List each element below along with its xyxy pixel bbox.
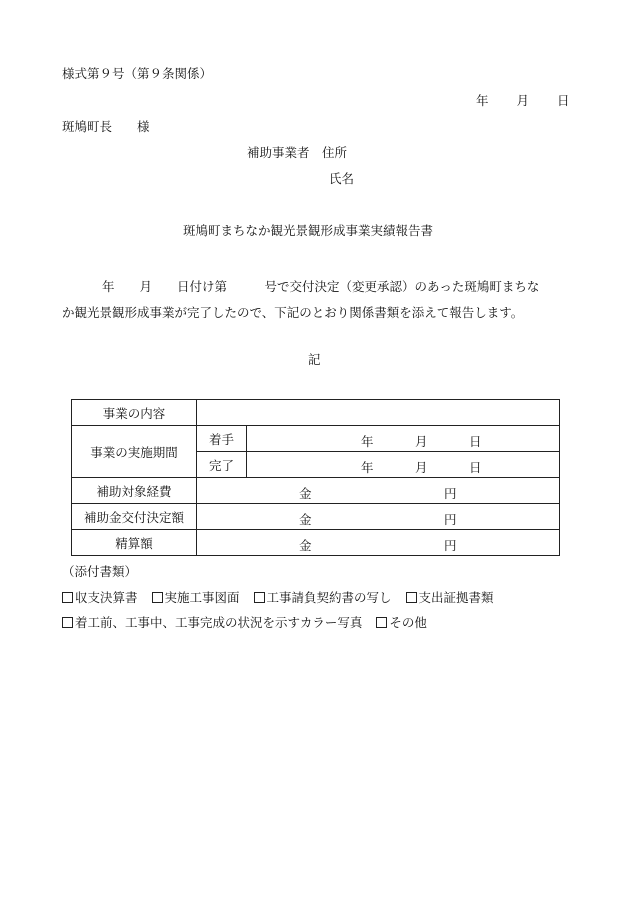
end-year: 年 <box>361 460 374 475</box>
grant-decision-value <box>197 504 560 530</box>
date-day: 日 <box>557 93 570 108</box>
body-line-2: か観光景観形成事業が完了したので、下記のとおり関係書類を添えて報告します。 <box>62 305 524 320</box>
settlement-value <box>197 530 560 556</box>
attachment-label: 着工前、工事中、工事完成の状況を示すカラー写真 <box>75 615 363 630</box>
row-content <box>72 400 560 426</box>
attachment-item[interactable] <box>62 617 362 630</box>
settlement-label: 精算額 <box>72 530 197 556</box>
end-month: 月 <box>415 460 428 475</box>
grant-decision-label: 補助金交付決定額 <box>72 504 197 530</box>
report-body <box>62 274 572 326</box>
checkbox-icon[interactable] <box>62 592 73 603</box>
date-month: 月 <box>516 93 530 108</box>
end-day: 日 <box>469 460 482 475</box>
row-grant-decision <box>72 504 560 530</box>
attachments-line-2 <box>62 617 437 630</box>
attachment-item[interactable] <box>406 592 494 605</box>
attachment-label: 工事請負契約書の写し <box>266 590 392 605</box>
eligible-cost-value <box>197 478 560 504</box>
report-table <box>71 399 560 556</box>
document-title: 斑鳩町まちなか観光景観形成事業実績報告書 <box>183 223 434 238</box>
attachment-item[interactable] <box>62 592 138 605</box>
attachment-label: 実施工事図面 <box>164 590 240 605</box>
eligible-cost-label: 補助対象経費 <box>72 478 197 504</box>
end-date-cell <box>247 452 560 478</box>
content-label: 事業の内容 <box>72 400 197 426</box>
applicant-name-label: 氏名 <box>329 171 355 186</box>
attachment-item[interactable] <box>376 617 427 630</box>
attachments-line-1 <box>62 592 504 605</box>
attachment-label: 支出証拠書類 <box>418 590 494 605</box>
row-settlement <box>72 530 560 556</box>
attachment-item[interactable] <box>152 592 240 605</box>
start-month: 月 <box>415 434 428 449</box>
checkbox-icon[interactable] <box>152 592 163 603</box>
end-label: 完了 <box>197 452 247 478</box>
row-eligible-cost <box>72 478 560 504</box>
settlement-yen: 円 <box>444 538 457 553</box>
attachment-label: その他 <box>389 615 427 630</box>
form-number: 様式第９号（第９条関係） <box>62 66 213 81</box>
row-period-start <box>72 426 560 452</box>
report-date <box>476 95 570 108</box>
grant-decision-yen: 円 <box>444 512 457 527</box>
body-line-1: 年 月 日付け第 号で交付決定（変更承認）のあった斑鳩町まちな <box>102 279 540 294</box>
attachment-label: 収支決算書 <box>75 590 138 605</box>
content-value <box>197 400 560 426</box>
checkbox-icon[interactable] <box>406 592 417 603</box>
grant-decision-kin: 金 <box>299 512 312 527</box>
start-year: 年 <box>361 434 374 449</box>
eligible-cost-yen: 円 <box>444 486 457 501</box>
checkbox-icon[interactable] <box>62 617 73 628</box>
start-date-cell <box>247 426 560 452</box>
ki-heading: 記 <box>308 352 321 367</box>
date-year: 年 <box>476 93 489 108</box>
start-day: 日 <box>469 434 482 449</box>
applicant-address-label: 補助事業者 住所 <box>247 145 348 160</box>
attachment-item[interactable] <box>254 592 392 605</box>
period-label: 事業の実施期間 <box>72 426 197 478</box>
start-label: 着手 <box>197 426 247 452</box>
checkbox-icon[interactable] <box>376 617 387 628</box>
checkbox-icon[interactable] <box>254 592 265 603</box>
addressee: 斑鳩町長 様 <box>62 119 150 134</box>
attachments-label: （添付書類） <box>62 564 138 579</box>
settlement-kin: 金 <box>299 538 312 553</box>
eligible-cost-kin: 金 <box>299 486 312 501</box>
